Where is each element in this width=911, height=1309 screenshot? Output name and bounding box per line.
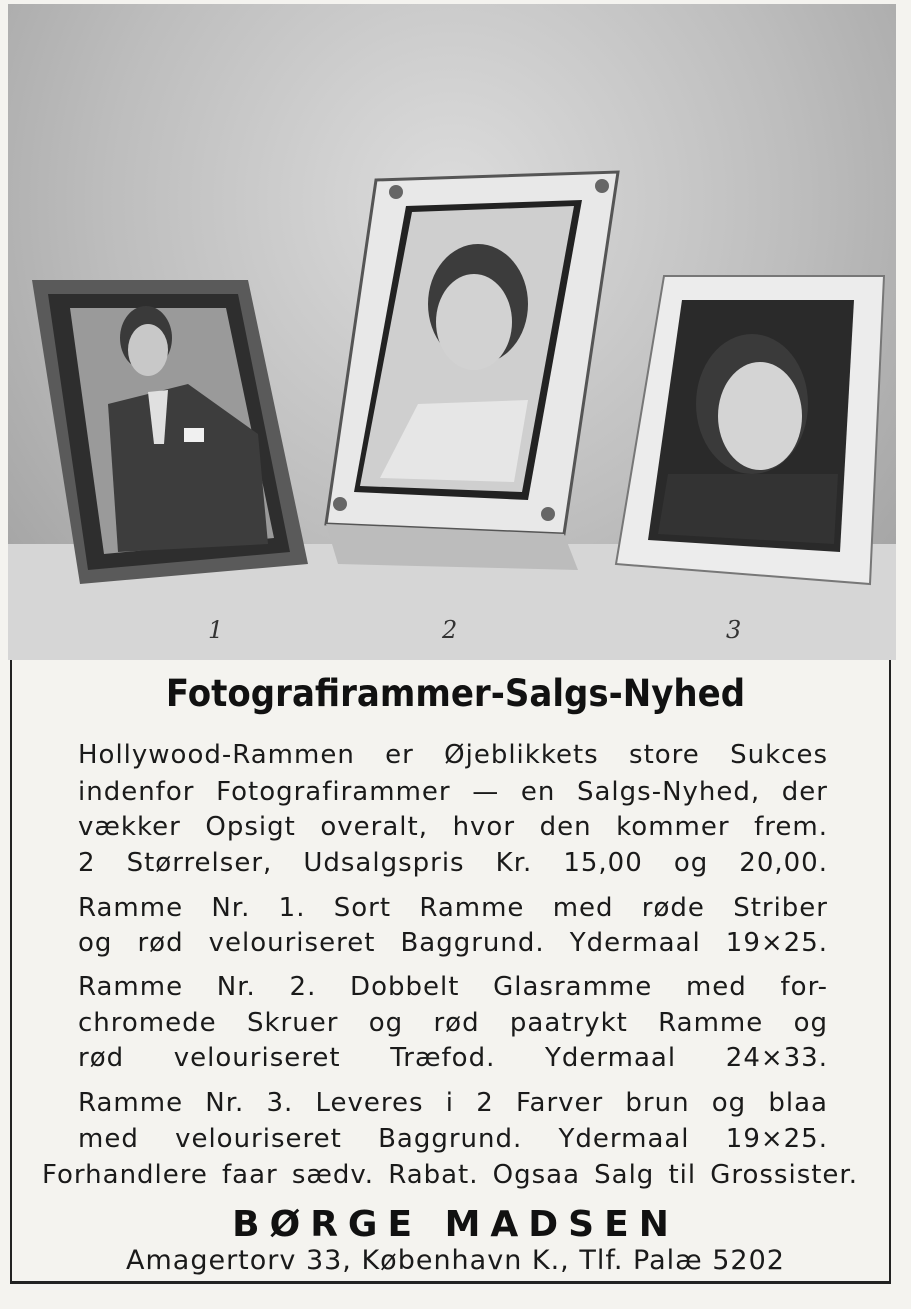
frame-3-line: Ramme Nr. 3. Leveres i 2 Farver brun og blaa	[78, 1088, 828, 1118]
dealer-note: Forhandlere faar sædv. Rabat. Ogsaa Salg til Grossister.	[42, 1160, 858, 1190]
intro-line: indenfor Fotografirammer — en Salgs-Nyhed, der	[78, 777, 828, 807]
frame-2-line: chromede Skruer og rød paatrykt Ramme og	[78, 1008, 828, 1038]
frame-2-line: rød velouriseret Træfod. Ydermaal 24×33.	[78, 1043, 828, 1073]
intro-line: Hollywood-Rammen er Øjeblikkets store Sukces	[78, 740, 828, 770]
frames-illustration	[8, 4, 896, 660]
frame-3	[616, 276, 884, 584]
product-photo	[8, 4, 896, 660]
frame-number-1: 1	[208, 616, 224, 644]
frame-2	[326, 172, 618, 570]
headline: Fotografirammer-Salgs-Nyhed	[165, 672, 746, 715]
company-name: BØRGE MADSEN	[232, 1204, 679, 1245]
intro-line: vækker Opsigt overalt, hvor den kommer frem.	[78, 812, 828, 842]
company-address: Amagertorv 33, København K., Tlf. Palæ 5202	[126, 1245, 785, 1276]
frame-number-3: 3	[726, 616, 742, 644]
intro-line: 2 Størrelser, Udsalgspris Kr. 15,00 og 20,00.	[78, 848, 828, 878]
frame-1	[32, 280, 308, 584]
frame-1-line: og rød velouriseret Baggrund. Ydermaal 19×25.	[78, 928, 828, 958]
frame-2-line: Ramme Nr. 2. Dobbelt Glasramme med for-	[78, 972, 828, 1002]
frame-number-2: 2	[442, 616, 458, 644]
frame-1-line: Ramme Nr. 1. Sort Ramme med røde Striber	[78, 893, 828, 923]
frame-3-line: med velouriseret Baggrund. Ydermaal 19×25.	[78, 1124, 828, 1154]
